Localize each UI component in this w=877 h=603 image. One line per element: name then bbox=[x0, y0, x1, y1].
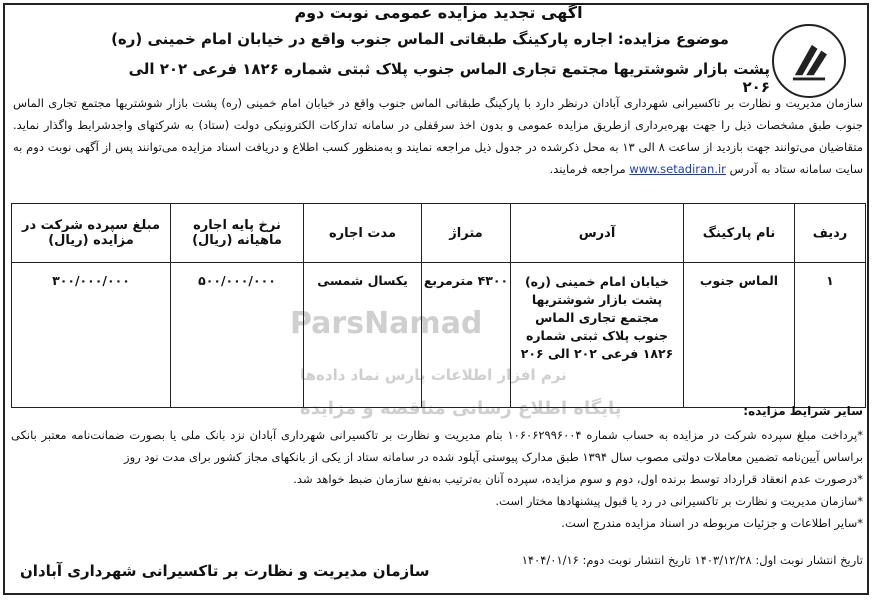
table-header-row bbox=[12, 204, 866, 263]
col-duration: مدت اجاره bbox=[304, 204, 422, 263]
conditions-title: سایر شرایط مزایده: bbox=[743, 404, 863, 418]
issuer-signature: سازمان مدیریت و نظارت بر تاکسیرانی شهرداری آبادان bbox=[20, 562, 430, 580]
cell-base-rate: ۵۰۰/۰۰۰/۰۰۰ bbox=[171, 263, 304, 408]
setad-link[interactable]: www.setadiran.ir bbox=[629, 162, 726, 176]
watermark-line1: نرم افزار اطلاعات پارس نماد داده‌ها bbox=[300, 366, 567, 384]
condition-item: *سایر اطلاعات و جزئیات مربوطه در اسناد مزایده مندرج است. bbox=[561, 516, 863, 530]
table-row bbox=[12, 263, 866, 408]
col-parking-name: نام پارکینگ bbox=[684, 204, 795, 263]
condition-item: *پرداخت مبلغ سپرده شرکت در مزایده به حساب شماره ۱۰۶۰۶۲۹۹۶۰۰۴ بنام مدیریت و نظارت بر تاکسیرانی شهرداری آبادان نزد بانک ملی یا بصورت ضمانت‌نامه معتبر بانکی براساس آیین‌نامه تضمین معاملات دولتی مصوب سال ۱۳۹۴ طبق مدارک پیوستی آپلود شده در سامانه ستاد از یکی از بانکهای مجاز کشور برای مدت نود روز bbox=[11, 428, 863, 464]
auction-table bbox=[11, 203, 866, 408]
cell-deposit: ۳۰۰/۰۰۰/۰۰۰ bbox=[12, 263, 171, 408]
notice-address-line: پشت بازار شوشتریها مجتمع تجاری الماس جنوب پلاک ثبتی شماره ۱۸۲۶ فرعی ۲۰۲ الی ۲۰۶ bbox=[128, 60, 770, 96]
notice-subject: موضوع مزایده: اجاره پارکینگ طبقاتی الماس جنوب واقع در خیابان امام خمینی (ره) bbox=[111, 30, 729, 48]
cell-parking-name: الماس جنوب bbox=[684, 263, 795, 408]
cell-duration: یکسال شمسی bbox=[304, 263, 422, 408]
col-deposit: مبلغ سپرده شرکت در مزایده (ریال) bbox=[12, 204, 171, 263]
intro-text: سازمان مدیریت و نظارت بر تاکسیرانی شهرداری آبادان درنظر دارد با پارکینگ طبقاتی الماس جنوب واقع در خیابان امام خمینی (ره) پشت بازار شوشتریها مجتمع تجاری الماس جنوب طبق مشخصات ذیل را جهت بهره‌برداری ازطریق مزایده عمومی و بدون اخذ سرقفلی در سامانه تدارکات الکترونیکی دولت (ستاد) به شرکتهای واجدشرایط واگذار نماید. متقاضیان می‌توانند جهت بازدید از ساعت ۸ الی ۱۳ به محل ذکرشده در جدول ذیل مراجعه نمایند و به‌منظور کسب اطلاع و دریافت اسناد مزایده می‌توانند پس از آگهی نوبت دوم به سایت سامانه ستاد به آدرس bbox=[13, 96, 863, 176]
taxi-logo-icon bbox=[774, 26, 844, 96]
condition-item: *سازمان مدیریت و نظارت بر تاکسیرانی در رد یا قبول پیشنهادها مختار است. bbox=[495, 494, 863, 508]
col-base-rate: نرخ پایه اجاره ماهیانه (ریال) bbox=[171, 204, 304, 263]
conditions-list bbox=[11, 424, 863, 534]
cell-area: ۴۳۰۰ مترمربع bbox=[422, 263, 511, 408]
col-row: ردیف bbox=[795, 204, 866, 263]
intro-tail: مراجعه فرمایند. bbox=[549, 162, 626, 176]
cell-row: ۱ bbox=[795, 263, 866, 408]
col-area: متراژ bbox=[422, 204, 511, 263]
watermark-brand: ParsNamad bbox=[290, 306, 483, 341]
organization-logo bbox=[772, 24, 846, 98]
cell-address: خیابان امام خمینی (ره) پشت بازار شوشتریها مجتمع تجاری الماس جنوب پلاک ثبتی شماره ۱۸۲۶ فرعی ۲۰۲ الی ۲۰۶ bbox=[511, 263, 684, 408]
condition-item: *درصورت عدم انعقاد قرارداد توسط برنده اول، دوم و سوم مزایده، سپرده آنان به‌ترتیب به‌نفع سازمان ضبط خواهد شد. bbox=[293, 472, 863, 486]
publication-dates: تاریخ انتشار نوبت اول: ۱۴۰۳/۱۲/۲۸ تاریخ انتشار نوبت دوم: ۱۴۰۴/۰۱/۱۶ bbox=[521, 553, 863, 567]
notice-title: آگهی تجدید مزایده عمومی نوبت دوم bbox=[294, 3, 583, 22]
col-address: آدرس bbox=[511, 204, 684, 263]
watermark-line2: پایگاه اطلاع رسانی مناقصه و مزایده bbox=[300, 398, 622, 419]
intro-paragraph bbox=[13, 92, 863, 180]
